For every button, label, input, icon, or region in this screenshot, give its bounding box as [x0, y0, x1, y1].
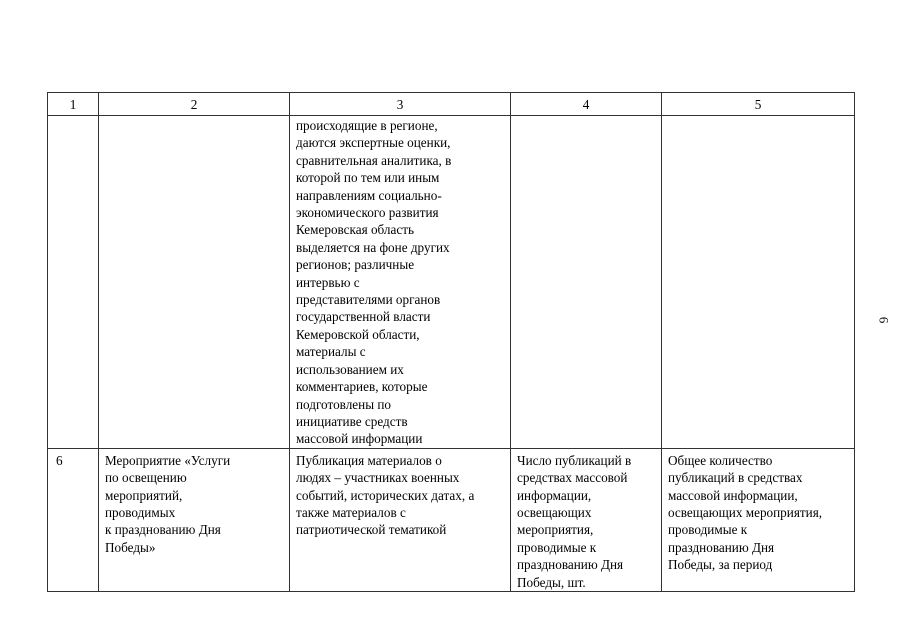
text-line: патриотической тематикой	[296, 522, 447, 538]
text-line: интервью с	[296, 274, 360, 290]
text-line: празднованию Дня	[668, 539, 775, 555]
text-line: Кемеровской области,	[296, 326, 420, 342]
text-line: публикаций в средствах	[668, 470, 803, 486]
text-line: проводимые к	[517, 539, 597, 555]
text-line: проводимых	[105, 504, 176, 520]
row6-event-cell	[99, 448, 290, 591]
text-line: экономического развития	[296, 205, 439, 221]
row-cont-col5-cell	[662, 116, 855, 449]
row-cont-number-cell	[48, 116, 99, 449]
row6-total-cell	[662, 448, 855, 591]
row-cont-col2-cell	[99, 116, 290, 449]
text-line: Победы, шт.	[517, 574, 586, 590]
text-line: выделяется на фоне других	[296, 239, 450, 255]
text-line: представителями органов	[296, 292, 441, 308]
text-line: Победы, за период	[668, 557, 773, 573]
row-cont-col3-cell	[290, 116, 511, 449]
text-line: по освещению	[105, 470, 187, 486]
text-line: Публикация материалов о	[296, 452, 442, 468]
text-line: инициативе средств	[296, 413, 408, 429]
text-line: Общее количество	[668, 452, 773, 468]
text-line: Победы»	[105, 539, 156, 555]
row6-indicator-cell	[511, 448, 662, 591]
text-line: проводимые к	[668, 522, 748, 538]
text-line: Кемеровская область	[296, 222, 414, 238]
text-line: средствах массовой	[517, 470, 628, 486]
text-line: направлениям социально-	[296, 187, 442, 203]
header-cell-3: 3	[290, 93, 511, 116]
table-header-row	[48, 93, 855, 116]
text-line: празднованию Дня	[517, 557, 624, 573]
text-line: комментариев, которые	[296, 379, 428, 395]
text-line: мероприятий,	[105, 487, 183, 503]
text-line: подготовлены по	[296, 396, 392, 412]
header-cell-5: 5	[662, 93, 855, 116]
text-line: массовой информации	[296, 431, 423, 447]
text-line: освещающих	[517, 504, 592, 520]
text-line: регионов; различные	[296, 257, 415, 273]
row6-number-cell: 6	[48, 448, 99, 591]
header-cell-1: 1	[48, 93, 99, 116]
table-row	[48, 116, 855, 449]
page-number: 6	[876, 316, 892, 324]
text-line: использованием их	[296, 361, 404, 377]
text-line: информации,	[517, 487, 592, 503]
text-line: государственной власти	[296, 309, 431, 325]
text-line: массовой информации,	[668, 487, 798, 503]
text-line: даются экспертные оценки,	[296, 135, 451, 151]
row6-description-cell	[290, 448, 511, 591]
text-line: которой по тем или иным	[296, 170, 440, 186]
text-line: также материалов с	[296, 504, 406, 520]
text-line: Мероприятие «Услуги	[105, 452, 231, 468]
text-line: Число публикаций в	[517, 452, 632, 468]
text-line: освещающих мероприятия,	[668, 504, 823, 520]
text-line: событий, исторических датах, а	[296, 487, 475, 503]
text-line: происходящие в регионе,	[296, 118, 438, 133]
header-cell-2: 2	[99, 93, 290, 116]
text-line: к празднованию Дня	[105, 522, 221, 538]
table-row	[48, 448, 855, 591]
text-line: мероприятия,	[517, 522, 594, 538]
indicators-table	[47, 92, 855, 592]
header-cell-4: 4	[511, 93, 662, 116]
text-line: материалы с	[296, 344, 366, 360]
row-cont-col4-cell	[511, 116, 662, 449]
text-line: сравнительная аналитика, в	[296, 152, 452, 168]
text-line: людях – участниках военных	[296, 470, 460, 486]
